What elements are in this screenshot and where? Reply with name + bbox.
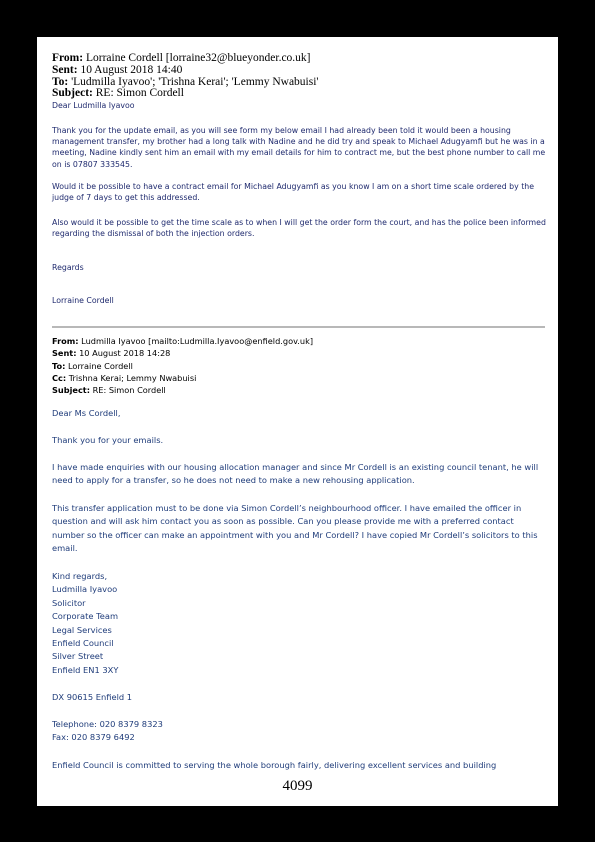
sig-line: Legal Services: [52, 624, 112, 635]
sig-line: Kind regards,: [52, 571, 108, 581]
email2-fax: Fax: 020 8379 6492: [52, 732, 135, 742]
email1-greeting: Dear Ludmilla Iyavoo: [52, 101, 135, 110]
sig-line: Enfield Council: [52, 637, 114, 648]
email1-paragraph-1: Thank you for the update email, as you will see form my below email I had already been told it would been a housing management transfer, my brother had a long talk with Nadine and he did try and speak to Michael Adugyamfi but he was in a meeting, Nadine kindly sent him an email with my email details for him to contract me, but the best phone number to call me on is 07807 333545.: [52, 126, 546, 169]
email1-sent: Sent: 10 August 2018 14:40: [52, 63, 183, 76]
email2-paragraph-3: This transfer application must to be done via Simon Cordell’s neighbourhood officer. I have emailed the officer in question and will ask him contact you as soon as possible. Can you please provide me with a preferred contact number so the officer can make an appointment with you and Mr Cordell? I have copied Mr Cordell’s solicitors to this email.: [52, 503, 538, 554]
email2-sent: Sent: 10 August 2018 14:28: [52, 348, 171, 359]
sig-line: Corporate Team: [52, 611, 119, 622]
separator-line: [52, 326, 545, 328]
email2-footer: Enfield Council is committed to serving the whole borough fairly, delivering excellent services and building: [52, 760, 497, 770]
page-number: 4099: [282, 778, 313, 794]
sig-line: Enfield EN1 3XY: [52, 664, 119, 675]
email2-signature-block: [52, 570, 548, 677]
email2-paragraph-1: Thank you for your emails.: [52, 435, 164, 445]
sig-line: Silver Street: [52, 651, 104, 662]
email1-regards: Regards: [52, 263, 84, 272]
document-page: [37, 37, 558, 806]
email1-to: To: 'Ludmilla Iyavoo'; 'Trishna Kerai'; 'Lemmy Nwabuisi': [52, 75, 319, 88]
sig-line: Solicitor: [52, 597, 86, 608]
sig-line: Ludmilla Iyavoo: [52, 584, 118, 595]
email2-greeting: Dear Ms Cordell,: [52, 408, 121, 418]
email2-paragraph-2: I have made enquiries with our housing allocation manager and since Mr Cordell is an existing council tenant, he will need to apply for a transfer, so he does not need to make a new rehousing application.: [52, 462, 539, 486]
email1-subject: Subject: RE: Simon Cordell: [52, 87, 184, 100]
email1-header: [52, 53, 552, 100]
email1-from: From: Lorraine Cordell [lorraine32@blueyonder.co.uk]: [52, 52, 311, 64]
email2-header: [52, 335, 548, 396]
email1-paragraph-3: Also would it be possible to get the time scale as to when I will get the order form the court, and has the police been informed regarding the dismissal of both the injection orders.: [52, 218, 546, 239]
email2-from: From: Ludmilla Iyavoo [mailto:Ludmilla.Iyavoo@enfield.gov.uk]: [52, 336, 314, 346]
email1-signature: Lorraine Cordell: [52, 296, 114, 305]
email2-to: To: Lorraine Cordell: [52, 360, 133, 371]
email1-paragraph-2: Would it be possible to have a contract email for Michael Adugyamfi as you know I am on a short time scale ordered by the judge of 7 days to get this addressed.: [52, 182, 534, 203]
email2-cc: Cc: Trishna Kerai; Lemmy Nwabuisi: [52, 372, 197, 383]
email2-telephone: Telephone: 020 8379 8323: [52, 719, 163, 729]
email2-subject: Subject: RE: Simon Cordell: [52, 385, 166, 396]
email2-dx: DX 90615 Enfield 1: [52, 692, 133, 702]
